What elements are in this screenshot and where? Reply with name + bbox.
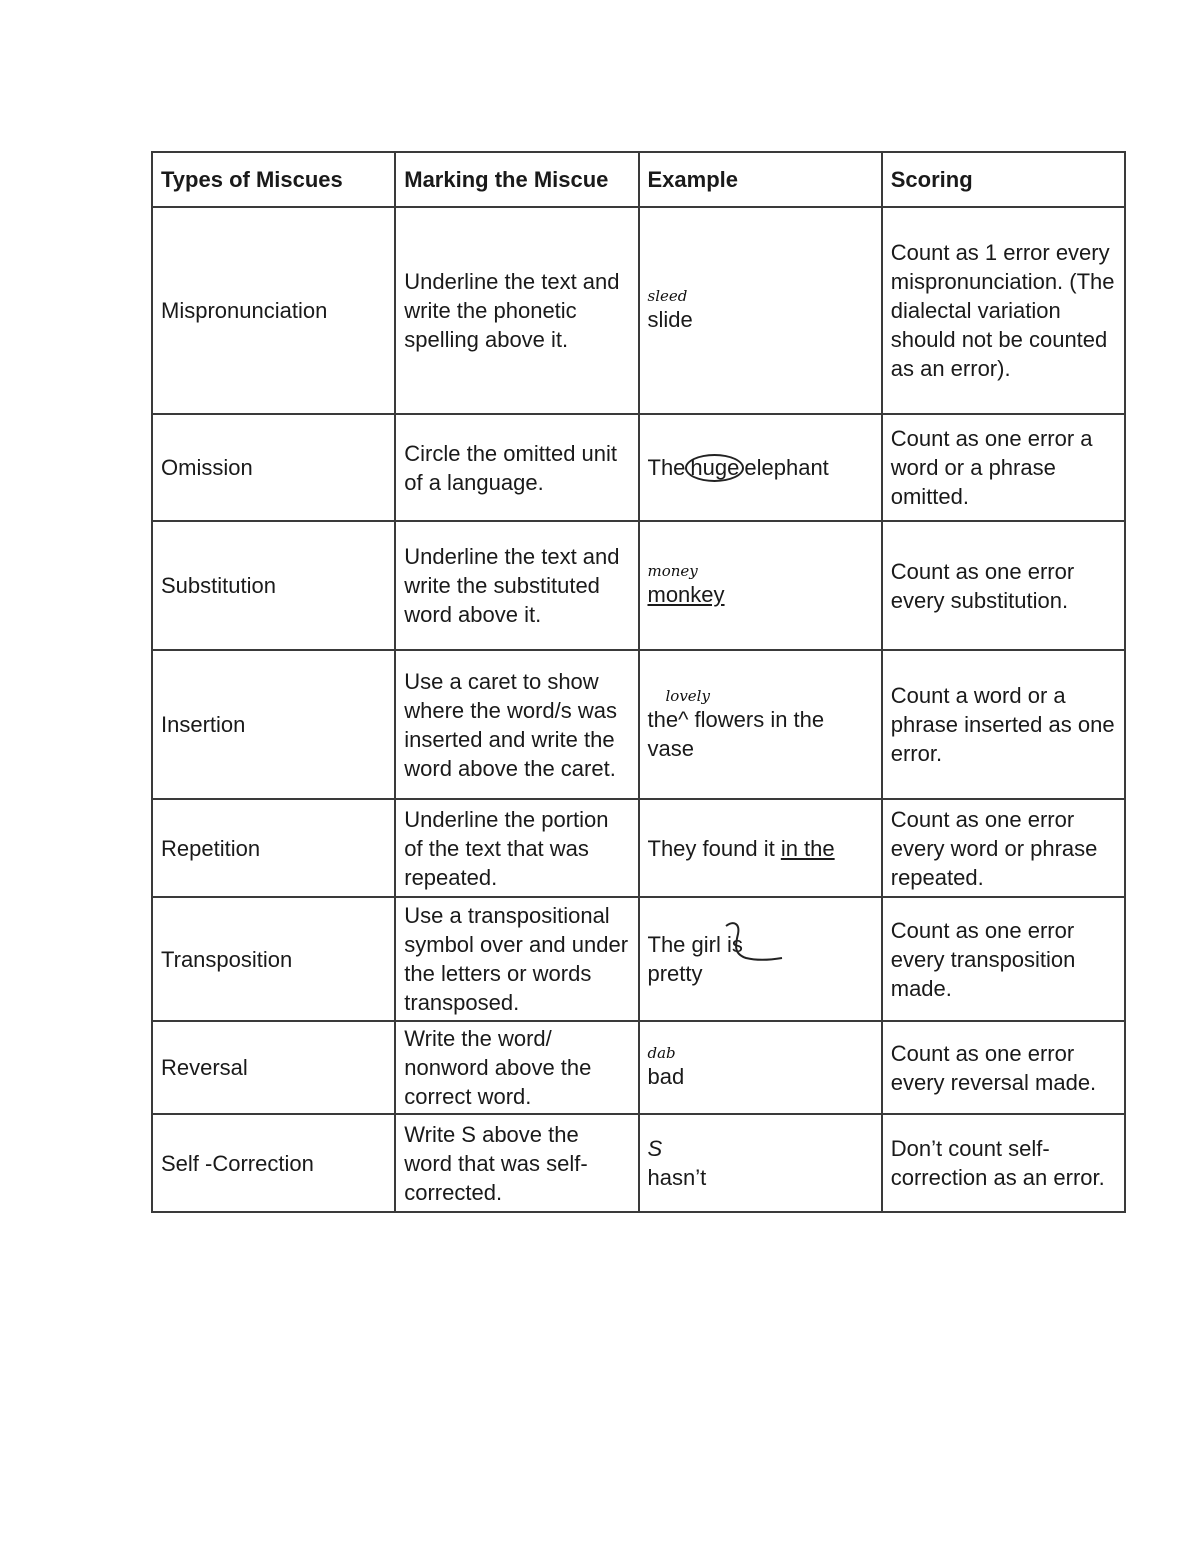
table-row [152,799,1125,897]
example-cell [639,650,882,799]
scoring-cell: Count as one error every substitution. [882,521,1125,650]
example-cell [639,799,882,897]
example-above: money [647,562,698,580]
example-cell [639,414,882,521]
table-row [152,1021,1125,1114]
table-row [152,207,1125,414]
marking-cell: Write the word/ nonword above the correct word. [395,1021,638,1114]
example-above: sleed [647,287,688,305]
marking-cell: Underline the text and write the phonetic spelling above it. [395,207,638,414]
marking-cell: Write S above the word that was self-corrected. [395,1114,638,1212]
example-after: elephant [744,455,829,480]
header-scoring: Scoring [882,152,1125,207]
example-above: dab [647,1044,676,1062]
header-marking: Marking the Miscue [395,152,638,207]
marking-cell: Use a caret to show where the word/s was inserted and write the word above the caret. [395,650,638,799]
scoring-cell: Count as one error every transposition made. [882,897,1125,1021]
example-text: hasn’t [647,1165,707,1190]
type-cell: Substitution [152,521,395,650]
marking-cell: Underline the text and write the substituted word above it. [395,521,638,650]
transposition-example [648,930,743,988]
example-circled: huge [685,454,744,482]
table-row [152,521,1125,650]
scoring-cell: Count as one error a word or a phrase omitted. [882,414,1125,521]
scoring-cell: Don’t count self-correction as an error. [882,1114,1125,1212]
example-before: They found it [647,835,781,861]
example-above: S [647,1136,663,1161]
example-line2: pretty [647,961,703,986]
type-cell: Omission [152,414,395,521]
type-cell: Self -Correction [152,1114,395,1212]
header-example: Example [639,152,882,207]
example-before: The [647,455,686,480]
transposition-symbol-icon [718,920,788,972]
type-cell: Reversal [152,1021,395,1114]
marking-cell: Use a transpositional symbol over and under the letters or words transposed. [395,897,638,1021]
header-types: Types of Miscues [152,152,395,207]
example-cell [639,207,882,414]
example-above: lovely [665,686,710,705]
example-cell [639,1114,882,1212]
table-row [152,414,1125,521]
scoring-cell: Count a word or a phrase inserted as one error. [882,650,1125,799]
scoring-cell: Count as one error every word or phrase repeated. [882,799,1125,897]
table-row [152,897,1125,1021]
marking-cell: Underline the portion of the text that was repeated. [395,799,638,897]
example-text: monkey [647,582,725,607]
example-text: the^ flowers in the vase [647,706,825,761]
type-cell: Transposition [152,897,395,1021]
type-cell: Mispronunciation [152,207,395,414]
scoring-cell: Count as 1 error every mispronunciation. (The dialectal variation should not be counted as an error). [882,207,1125,414]
marking-cell: Circle the omitted unit of a language. [395,414,638,521]
table-row [152,650,1125,799]
header-row [152,152,1125,207]
example-line1: The girl is [647,932,743,957]
example-cell [639,897,882,1021]
type-cell: Insertion [152,650,395,799]
table-row [152,1114,1125,1212]
type-cell: Repetition [152,799,395,897]
example-cell [639,521,882,650]
example-text: bad [647,1064,685,1089]
example-cell [639,1021,882,1114]
scoring-cell: Count as one error every reversal made. [882,1021,1125,1114]
example-text: slide [647,307,693,332]
miscue-table [151,151,1126,1213]
example-underlined: in the [780,835,835,861]
